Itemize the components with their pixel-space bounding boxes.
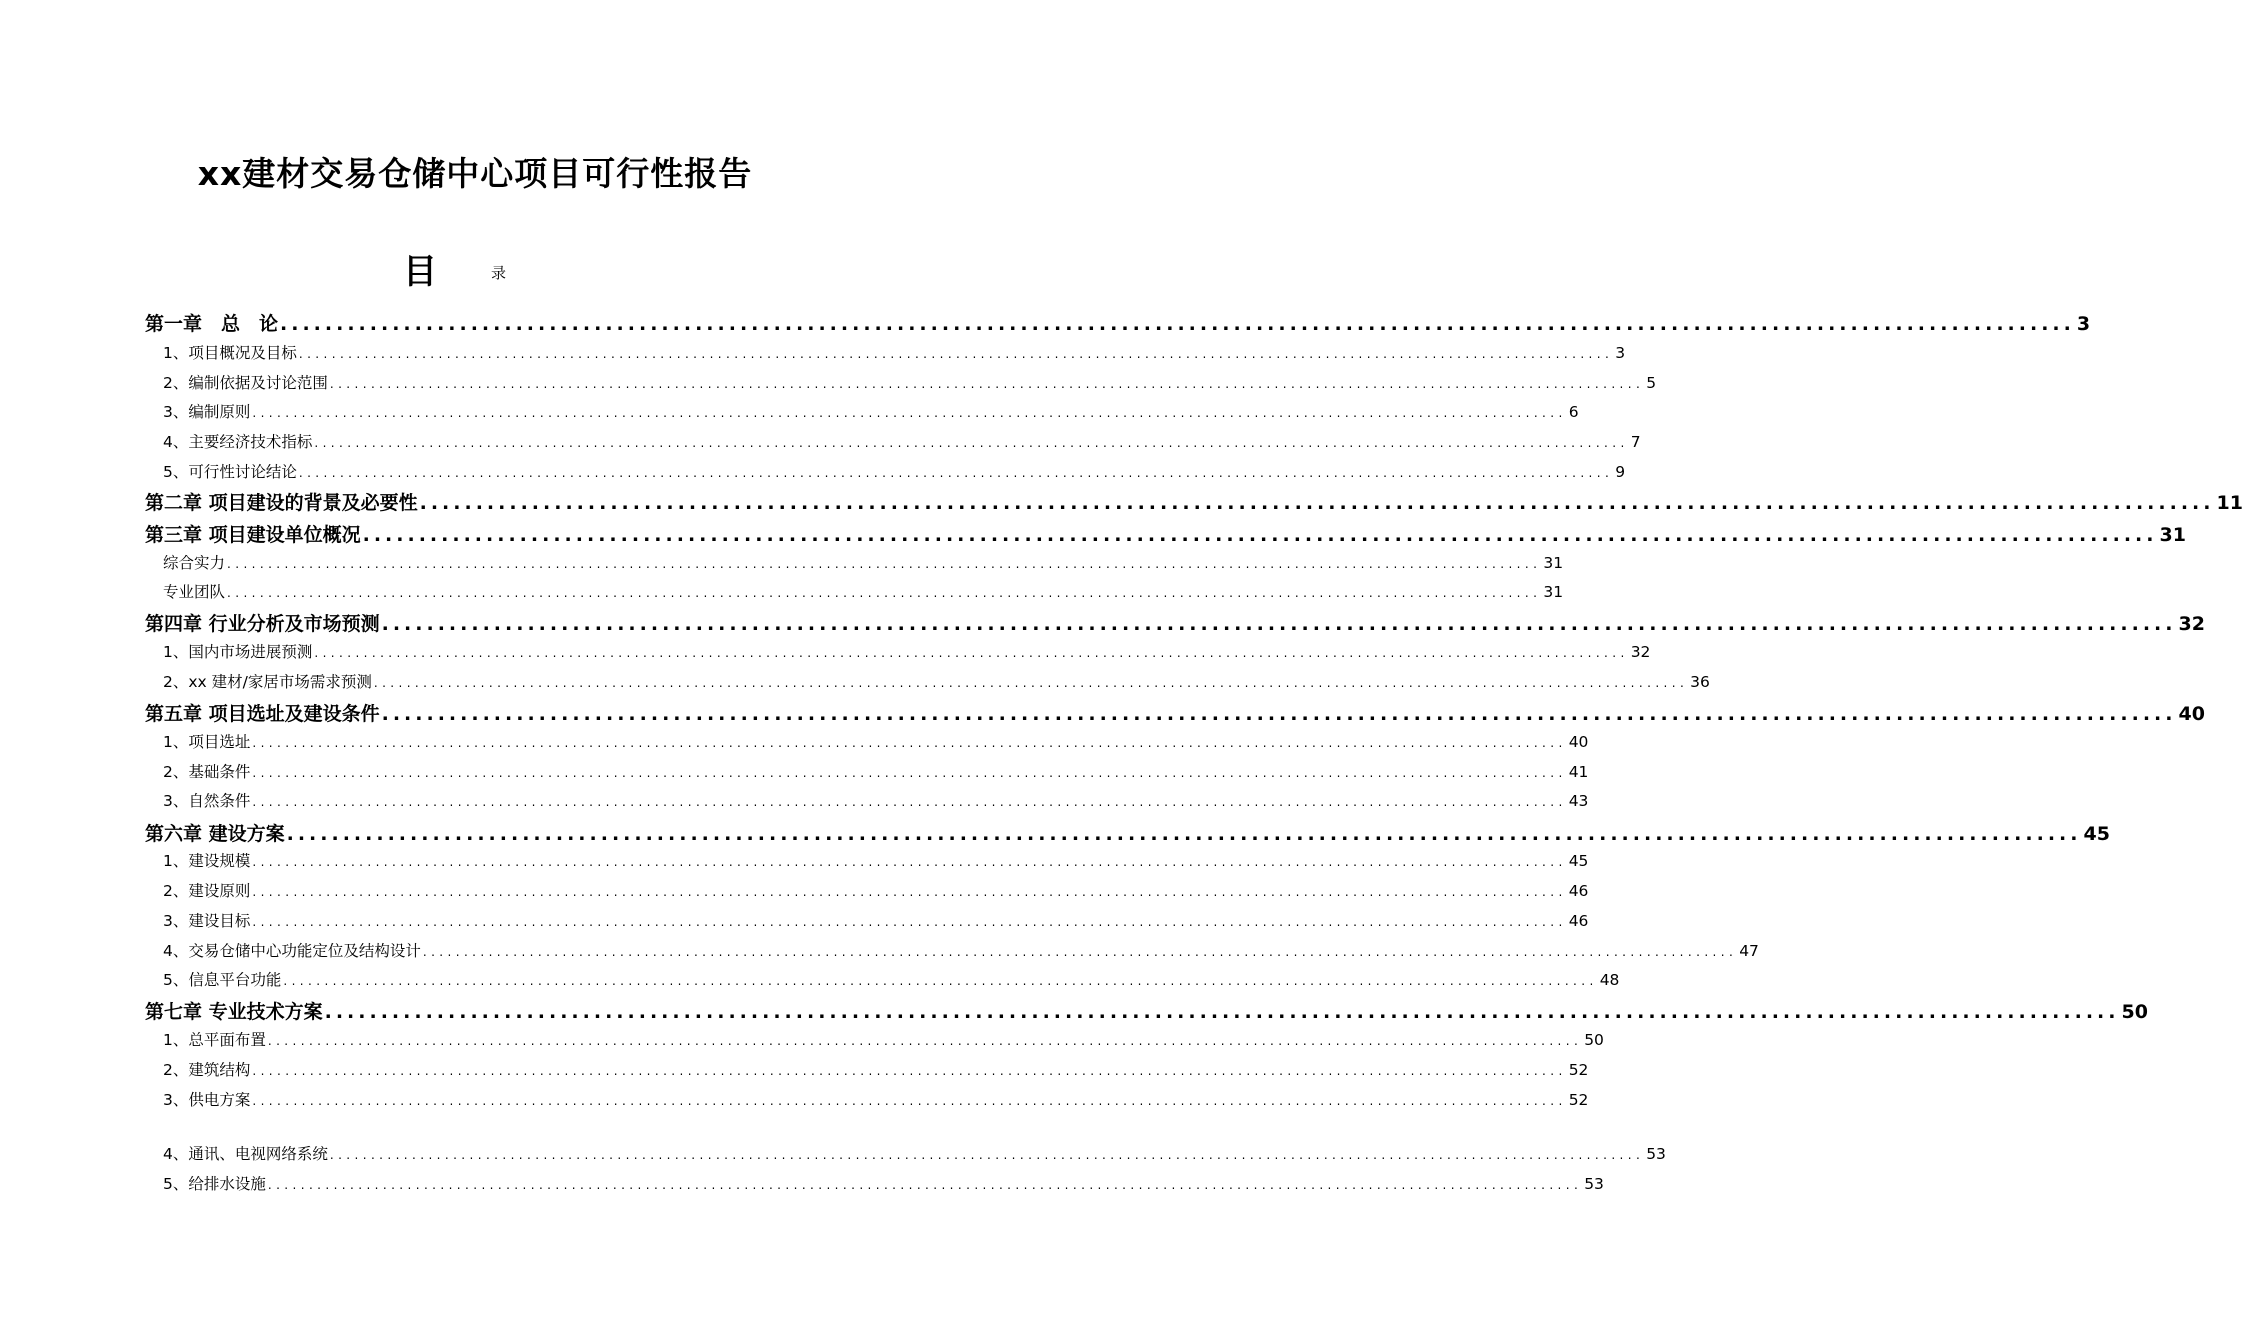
toc-dot-leader: ................................................................................................................................................................ (381, 703, 2177, 725)
toc-section-entry[interactable] (163, 760, 1589, 782)
toc-entry-label: 2、基础条件 (163, 763, 251, 781)
toc-page-number: 52 (1568, 1061, 1589, 1079)
toc-dot-leader: ................................................................................................................................................................ (381, 613, 2177, 635)
toc-dot-leader: ................................................................................................................................................................ (298, 466, 1614, 480)
toc-dot-leader: ................................................................................................................................................................ (252, 915, 1567, 929)
toc-page-number: 43 (1568, 792, 1589, 810)
toc-page-number: 5 (1646, 374, 1657, 392)
toc-page-number: 41 (1568, 763, 1589, 781)
toc-entry-label: 第五章 项目选址及建设条件 (145, 703, 380, 725)
toc-entry-label: 第六章 建设方案 (145, 823, 285, 845)
toc-page-number: 31 (2159, 524, 2186, 546)
toc-page-number: 31 (1543, 583, 1564, 601)
toc-dot-leader: ................................................................................................................................................................ (422, 945, 1738, 959)
toc-dot-leader: ................................................................................................................................................................ (252, 1064, 1567, 1078)
toc-entry-label: 5、信息平台功能 (163, 971, 282, 989)
toc-section-entry[interactable] (163, 580, 1564, 602)
toc-page-number: 31 (1543, 554, 1564, 572)
toc-page-number: 3 (2076, 313, 2091, 335)
toc-page-number: 46 (1568, 912, 1589, 930)
toc-page-number: 3 (1615, 344, 1626, 362)
toc-entry-label: 第一章 总 论 (145, 313, 279, 335)
toc-chapter-entry[interactable] (145, 488, 2243, 515)
toc-dot-leader: ................................................................................................................................................................ (267, 1034, 1583, 1048)
toc-entry-label: 1、项目选址 (163, 733, 251, 751)
toc-dot-leader: ................................................................................................................................................................ (252, 736, 1567, 750)
toc-page-number: 6 (1568, 403, 1579, 421)
toc-dot-leader: ................................................................................................................................................................ (267, 1178, 1583, 1192)
toc-section-entry[interactable] (163, 879, 1589, 901)
toc-entry-label: 1、项目概况及目标 (163, 344, 297, 362)
toc-section-entry[interactable] (163, 551, 1564, 573)
toc-dot-leader: ................................................................................................................................................................ (227, 557, 1542, 571)
toc-entry-label: 1、总平面布置 (163, 1031, 266, 1049)
toc-page-number: 46 (1568, 882, 1589, 900)
toc-page-number: 53 (1646, 1145, 1666, 1163)
toc-section-entry[interactable] (163, 1088, 1589, 1110)
toc-section-entry[interactable] (163, 1172, 1604, 1194)
toc-page-number: 50 (2121, 1001, 2148, 1023)
toc-page-number: 40 (1568, 733, 1589, 751)
toc-entry-label: 4、主要经济技术指标 (163, 433, 313, 451)
toc-chapter-entry[interactable] (145, 699, 2205, 726)
toc-chapter-entry[interactable] (145, 997, 2148, 1024)
toc-entry-label: 3、自然条件 (163, 792, 251, 810)
toc-heading-small: 录 (491, 264, 507, 282)
toc-section-entry[interactable] (163, 939, 1759, 961)
toc-dot-leader: ................................................................................................................................................................ (286, 823, 2082, 845)
toc-dot-leader: ................................................................................................................................................................ (252, 795, 1567, 809)
toc-page-number: 32 (2178, 613, 2205, 635)
toc-page-number: 52 (1568, 1091, 1589, 1109)
toc-dot-leader: ................................................................................................................................................................ (329, 1148, 1645, 1162)
toc-entry-label: 5、给排水设施 (163, 1175, 266, 1193)
toc-dot-leader: ................................................................................................................................................................ (227, 586, 1542, 600)
toc-entry-label: 5、可行性讨论结论 (163, 463, 297, 481)
toc-entry-label: 3、编制原则 (163, 403, 251, 421)
toc-dot-leader: ................................................................................................................................................................ (324, 1001, 2120, 1023)
toc-dot-leader: ................................................................................................................................................................ (283, 974, 1598, 988)
toc-page-number: 45 (2083, 823, 2110, 845)
toc-entry-label: 综合实力 (163, 554, 226, 572)
toc-page-number: 11 (2216, 492, 2243, 514)
toc-chapter-entry[interactable] (145, 609, 2205, 636)
toc-entry-label: 2、建筑结构 (163, 1061, 251, 1079)
toc-section-entry[interactable] (163, 730, 1589, 752)
toc-entry-label: 第七章 专业技术方案 (145, 1001, 323, 1023)
toc-chapter-entry[interactable] (145, 309, 2091, 336)
toc-section-entry[interactable] (163, 1142, 1666, 1164)
toc-entry-label: 1、建设规模 (163, 852, 251, 870)
toc-page-number: 40 (2178, 703, 2205, 725)
toc-entry-label: 4、交易仓储中心功能定位及结构设计 (163, 942, 421, 960)
toc-section-entry[interactable] (163, 1058, 1589, 1080)
toc-section-entry[interactable] (163, 670, 1710, 692)
toc-dot-leader: ................................................................................................................................................................ (252, 1094, 1567, 1108)
toc-dot-leader: ................................................................................................................................................................ (252, 885, 1567, 899)
toc-dot-leader: ................................................................................................................................................................ (280, 313, 2075, 335)
toc-page-number: 45 (1568, 852, 1589, 870)
toc-section-entry[interactable] (163, 789, 1589, 811)
toc-dot-leader: ................................................................................................................................................................ (252, 406, 1567, 420)
toc-dot-leader: ................................................................................................................................................................ (419, 492, 2215, 514)
toc-heading-big: 目 (403, 252, 437, 292)
toc-section-entry[interactable] (163, 400, 1579, 422)
toc-section-entry[interactable] (163, 849, 1589, 871)
toc-section-entry[interactable] (163, 968, 1620, 990)
toc-entry-label: 4、通讯、电视网络系统 (163, 1145, 328, 1163)
toc-section-entry[interactable] (163, 430, 1641, 452)
toc-entry-label: 专业团队 (163, 583, 226, 601)
toc-dot-leader: ................................................................................................................................................................ (362, 524, 2158, 546)
toc-page-number: 32 (1630, 643, 1651, 661)
toc-page-number: 50 (1584, 1031, 1604, 1049)
toc-page-number: 47 (1739, 942, 1759, 960)
toc-entry-label: 2、建设原则 (163, 882, 251, 900)
toc-entry-label: 3、供电方案 (163, 1091, 251, 1109)
toc-entry-label: 第二章 项目建设的背景及必要性 (145, 492, 418, 514)
toc-page-number: 36 (1690, 673, 1710, 691)
toc-dot-leader: ................................................................................................................................................................ (373, 676, 1689, 690)
toc-chapter-entry[interactable] (145, 819, 2110, 846)
toc-dot-leader: ................................................................................................................................................................ (252, 855, 1567, 869)
toc-page-number: 7 (1630, 433, 1641, 451)
toc-section-entry[interactable] (163, 341, 1626, 363)
document-title: xx建材交易仓储中心项目可行性报告 (197, 154, 753, 193)
toc-section-entry[interactable] (163, 371, 1657, 393)
toc-page-number: 48 (1599, 971, 1620, 989)
toc-entry-label: 第四章 行业分析及市场预测 (145, 613, 380, 635)
toc-dot-leader: ................................................................................................................................................................ (314, 436, 1629, 450)
toc-dot-leader: ................................................................................................................................................................ (329, 377, 1645, 391)
toc-page-number: 9 (1615, 463, 1626, 481)
toc-section-entry[interactable] (163, 1028, 1604, 1050)
toc-entry-label: 2、xx 建材/家居市场需求预测 (163, 673, 372, 691)
toc-entry-label: 第三章 项目建设单位概况 (145, 524, 361, 546)
toc-entry-label: 1、国内市场进展预测 (163, 643, 313, 661)
toc-section-entry[interactable] (163, 909, 1589, 931)
toc-section-entry[interactable] (163, 640, 1651, 662)
toc-dot-leader: ................................................................................................................................................................ (314, 646, 1629, 660)
toc-page-number: 53 (1584, 1175, 1604, 1193)
toc-dot-leader: ................................................................................................................................................................ (252, 766, 1567, 780)
toc-entry-label: 2、编制依据及讨论范围 (163, 374, 328, 392)
toc-entry-label: 3、建设目标 (163, 912, 251, 930)
toc-chapter-entry[interactable] (145, 520, 2186, 547)
toc-dot-leader: ................................................................................................................................................................ (298, 347, 1614, 361)
toc-section-entry[interactable] (163, 460, 1626, 482)
